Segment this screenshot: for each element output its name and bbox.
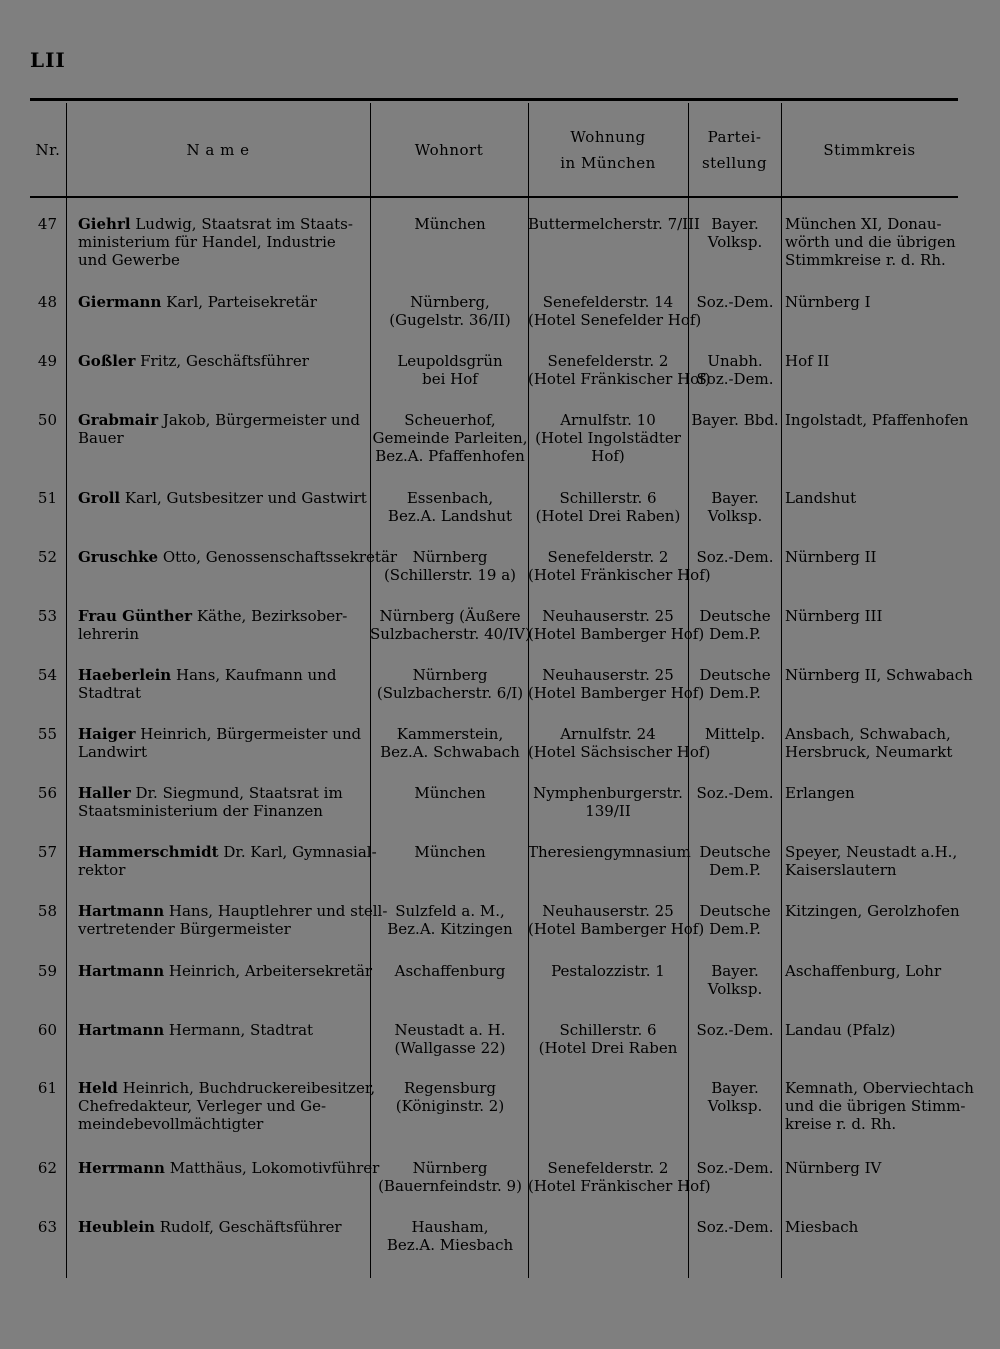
wohnort-line: Sulzfeld a. M.,	[395, 902, 505, 920]
header-wohnung	[528, 103, 688, 196]
member-name	[78, 607, 360, 643]
wohnung-line: Senefelderstr. 2	[547, 1159, 669, 1177]
wohnung-line: Neuhauserstr. 25	[542, 902, 674, 920]
wohnort-line: Scheuerhof,	[404, 411, 496, 429]
wohnort-cell	[370, 1159, 530, 1195]
row-number: 54	[37, 666, 57, 684]
wohnung-line: Theresiengymnasium	[528, 843, 691, 861]
stimmkreis-line: wörth und die übrigen	[785, 233, 956, 251]
wohnung-line: Schillerstr. 6	[559, 1021, 657, 1039]
name-line: Gruschke Otto, Genossenschaftssekretär	[78, 548, 398, 566]
partei-line: Soz.-Dem.	[696, 1021, 774, 1039]
partei-line: Deutsche	[699, 843, 771, 861]
wohnort-cell	[370, 352, 530, 388]
wohnort-line: bei Hof	[422, 370, 478, 388]
stimmkreis-cell	[785, 962, 965, 980]
wohnung-line: Buttermelcherstr. 7/III	[528, 215, 700, 233]
wohnung-line: Senefelderstr. 14	[542, 293, 674, 311]
wohnung-cell	[528, 666, 705, 702]
stimmkreis-cell	[785, 1159, 965, 1177]
wohnort-line: Nürnberg	[412, 548, 488, 566]
name-line: Giehrl Ludwig, Staatsrat im Staats-	[78, 215, 353, 233]
partei-line: Volksp.	[707, 1097, 763, 1115]
partei-cell	[688, 843, 782, 879]
wohnort-line: Nürnberg	[412, 666, 488, 684]
member-surname: Hartmann	[78, 1021, 165, 1039]
wohnung-line: Senefelderstr. 2	[547, 352, 669, 370]
header-name-label: N a m e	[186, 140, 250, 159]
row-number: 60	[37, 1021, 57, 1039]
partei-line: Deutsche	[699, 902, 771, 920]
partei-cell	[688, 1159, 782, 1177]
partei-line: Soz.-Dem.	[696, 784, 774, 802]
stimmkreis-cell	[785, 352, 965, 370]
wohnung-cell	[528, 902, 705, 938]
name-line: meindebevollmächtigter	[78, 1115, 264, 1133]
name-line: Heublein Rudolf, Geschäftsführer	[78, 1218, 342, 1236]
row-number: 56	[37, 784, 57, 802]
partei-line: Deutsche	[699, 666, 771, 684]
partei-cell	[688, 902, 782, 938]
row-number: 50	[37, 411, 57, 429]
partei-cell	[688, 489, 782, 525]
member-surname: Goßler	[78, 352, 136, 370]
wohnort-line: Bez.A. Kitzingen	[387, 920, 513, 938]
stimmkreis-line: Nürnberg III	[785, 607, 883, 625]
wohnort-cell	[370, 843, 530, 861]
wohnort-line: Kammerstein,	[396, 725, 504, 743]
partei-line: Soz.-Dem.	[696, 1218, 774, 1236]
member-surname: Haiger	[78, 725, 136, 743]
page-number: LII	[30, 48, 66, 72]
member-surname: Groll	[78, 489, 121, 507]
stimmkreis-line: Aschaffenburg, Lohr	[785, 962, 942, 980]
partei-cell	[688, 215, 782, 251]
wohnung-line: 139/II	[585, 802, 631, 820]
member-surname: Grabmair	[78, 411, 159, 429]
wohnort-cell	[370, 1021, 530, 1057]
wohnort-line: Essenbach,	[406, 489, 494, 507]
wohnort-cell	[370, 489, 530, 525]
name-line: Hartmann Hermann, Stadtrat	[78, 1021, 314, 1039]
wohnort-cell	[370, 548, 530, 584]
row-number: 53	[37, 607, 57, 625]
wohnung-cell	[528, 1159, 711, 1195]
partei-line: Soz.-Dem.	[696, 548, 774, 566]
member-surname: Hartmann	[78, 902, 165, 920]
wohnung-line: (Hotel Fränkischer Hof)	[528, 370, 711, 388]
partei-line: Bayer.	[711, 962, 759, 980]
stimmkreis-cell	[785, 666, 973, 684]
partei-line: Dem.P.	[709, 625, 761, 643]
stimmkreis-line: München XI, Donau-	[785, 215, 942, 233]
wohnort-cell	[370, 215, 530, 233]
wohnung-line: (Hotel Bamberger Hof)	[528, 920, 705, 938]
partei-cell	[688, 293, 782, 311]
stimmkreis-line: Landau (Pfalz)	[785, 1021, 896, 1039]
member-name	[78, 1079, 376, 1133]
partei-cell	[688, 411, 782, 429]
wohnung-cell	[528, 352, 711, 388]
member-surname: Hammerschmidt	[78, 843, 219, 861]
wohnung-line: (Hotel Bamberger Hof)	[528, 684, 705, 702]
member-name	[78, 962, 373, 980]
wohnort-cell	[370, 607, 530, 643]
stimmkreis-line: Nürnberg II	[785, 548, 877, 566]
name-line: Chefredakteur, Verleger und Ge-	[78, 1097, 327, 1115]
stimmkreis-line: Kemnath, Oberviechtach	[785, 1079, 974, 1097]
wohnort-cell	[370, 962, 530, 980]
wohnort-line: Bez.A. Schwabach	[380, 743, 520, 761]
partei-line: Volksp.	[707, 507, 763, 525]
wohnort-cell	[370, 293, 530, 329]
member-name	[78, 489, 367, 507]
wohnung-line: (Hotel Sächsischer Hof)	[528, 743, 711, 761]
wohnort-cell	[370, 902, 530, 938]
member-name	[78, 293, 360, 311]
member-surname: Held	[78, 1079, 118, 1097]
name-line: Hammerschmidt Dr. Karl, Gymnasial-	[78, 843, 377, 861]
stimmkreis-cell	[785, 548, 965, 566]
wohnort-cell	[370, 411, 530, 465]
member-name	[78, 1218, 360, 1236]
stimmkreis-line: kreise r. d. Rh.	[785, 1115, 897, 1133]
wohnort-line: Regensburg	[403, 1079, 497, 1097]
stimmkreis-line: Ingolstadt, Pfaffenhofen	[785, 411, 969, 429]
member-name	[78, 1159, 380, 1177]
member-surname: Giermann	[78, 293, 162, 311]
wohnung-line: Arnulfstr. 24	[560, 725, 656, 743]
header-wohnung-line: in München	[560, 153, 656, 172]
stimmkreis-line: Speyer, Neustadt a.H.,	[785, 843, 958, 861]
row-number: 49	[37, 352, 57, 370]
wohnung-cell	[528, 962, 688, 980]
partei-line: Bayer.	[711, 489, 759, 507]
member-surname: Heublein	[78, 1218, 155, 1236]
partei-line: Volksp.	[707, 233, 763, 251]
name-line: Hartmann Hans, Hauptlehrer und stell-	[78, 902, 388, 920]
wohnort-line: Gemeinde Parleiten,	[372, 429, 528, 447]
header-rule	[30, 196, 958, 198]
partei-line: Soz.-Dem.	[696, 293, 774, 311]
partei-cell	[688, 666, 782, 702]
wohnung-cell	[528, 607, 705, 643]
wohnort-line: Hausham,	[411, 1218, 489, 1236]
wohnort-cell	[370, 666, 530, 702]
name-line: vertretender Bürgermeister	[78, 920, 291, 938]
name-line: Staatsministerium der Finanzen	[78, 802, 323, 820]
wohnung-cell	[528, 215, 700, 233]
wohnung-line: (Hotel Drei Raben)	[535, 507, 681, 525]
header-stimmkreis-label: Stimmkreis	[823, 140, 916, 159]
header-name	[66, 103, 370, 196]
stimmkreis-line: Miesbach	[785, 1218, 859, 1236]
partei-line: Dem.P.	[709, 861, 761, 879]
name-line: Landwirt	[78, 743, 148, 761]
member-name	[78, 411, 360, 447]
member-name	[78, 725, 360, 761]
wohnort-line: München	[414, 215, 486, 233]
row-number: 59	[37, 962, 57, 980]
wohnung-line: Hof)	[591, 447, 625, 465]
wohnort-line: Nürnberg	[412, 1159, 488, 1177]
member-surname: Gruschke	[78, 548, 159, 566]
stimmkreis-cell	[785, 411, 969, 429]
row-number: 58	[37, 902, 57, 920]
stimmkreis-line: Nürnberg I	[785, 293, 871, 311]
stimmkreis-cell	[785, 1218, 965, 1236]
wohnung-line: Arnulfstr. 10	[560, 411, 656, 429]
wohnort-cell	[370, 784, 530, 802]
row-number: 61	[37, 1079, 57, 1097]
stimmkreis-line: Hersbruck, Neumarkt	[785, 743, 953, 761]
member-surname: Herrmann	[78, 1159, 165, 1177]
member-name	[78, 1021, 360, 1039]
stimmkreis-line: Landshut	[785, 489, 857, 507]
stimmkreis-line: Kaiserslautern	[785, 861, 897, 879]
member-name	[78, 843, 377, 879]
stimmkreis-line: Nürnberg IV	[785, 1159, 882, 1177]
wohnort-cell	[370, 1079, 530, 1115]
wohnung-cell	[528, 784, 688, 820]
partei-cell	[688, 607, 782, 643]
wohnort-line: (Schillerstr. 19 a)	[383, 566, 517, 584]
row-number: 57	[37, 843, 57, 861]
header-stimmkreis	[781, 103, 958, 196]
wohnung-line: Senefelderstr. 2	[547, 548, 669, 566]
wohnung-line: Schillerstr. 6	[559, 489, 657, 507]
stimmkreis-line: und die übrigen Stimm-	[785, 1097, 966, 1115]
header-partei	[688, 103, 781, 196]
wohnort-line: Bez.A. Pfaffenhofen	[375, 447, 525, 465]
member-surname: Giehrl	[78, 215, 131, 233]
wohnort-line: (Wallgasse 22)	[394, 1039, 506, 1057]
row-number: 47	[37, 215, 57, 233]
wohnung-line: Pestalozzistr. 1	[551, 962, 665, 980]
stimmkreis-line: Hof II	[785, 352, 830, 370]
member-name	[78, 548, 398, 566]
member-name	[78, 784, 360, 820]
wohnung-line: (Hotel Drei Raben	[538, 1039, 678, 1057]
row-number: 63	[37, 1218, 57, 1236]
header-nr-label: Nr.	[35, 140, 61, 159]
wohnung-line: Neuhauserstr. 25	[542, 607, 674, 625]
wohnung-cell	[528, 489, 688, 525]
stimmkreis-cell	[785, 843, 965, 879]
partei-line: Volksp.	[707, 980, 763, 998]
wohnort-line: Neustadt a. H.	[394, 1021, 506, 1039]
wohnort-line: (Gugelstr. 36/II)	[389, 311, 511, 329]
name-line: rektor	[78, 861, 126, 879]
header-wohnort	[370, 103, 528, 196]
member-surname: Hartmann	[78, 962, 165, 980]
row-number: 55	[37, 725, 57, 743]
partei-cell	[688, 1021, 782, 1039]
name-line: Herrmann Matthäus, Lokomotivführer	[78, 1159, 380, 1177]
top-rule	[30, 98, 958, 101]
member-name	[78, 352, 360, 370]
partei-line: Dem.P.	[709, 684, 761, 702]
name-line: ministerium für Handel, Industrie	[78, 233, 336, 251]
column-divider	[66, 103, 67, 1278]
wohnung-line: (Hotel Fränkischer Hof)	[528, 1177, 711, 1195]
wohnort-line: Leupoldsgrün	[397, 352, 503, 370]
stimmkreis-cell	[785, 725, 965, 761]
member-surname: Haeberlein	[78, 666, 172, 684]
member-name	[78, 215, 360, 269]
partei-cell	[688, 1079, 782, 1115]
wohnung-cell	[528, 1021, 688, 1057]
wohnort-line: (Sulzbacherstr. 6/I)	[376, 684, 524, 702]
wohnung-line: Neuhauserstr. 25	[542, 666, 674, 684]
row-number: 52	[37, 548, 57, 566]
wohnung-cell	[528, 548, 711, 584]
wohnort-cell	[370, 1218, 530, 1254]
partei-cell	[688, 548, 782, 566]
wohnort-line: Nürnberg (Äußere	[379, 607, 521, 625]
wohnung-cell	[528, 293, 702, 329]
name-line: Groll Karl, Gutsbesitzer und Gastwirt	[78, 489, 367, 507]
row-number: 62	[37, 1159, 57, 1177]
wohnung-line: (Hotel Senefelder Hof)	[528, 311, 702, 329]
name-line: und Gewerbe	[78, 251, 180, 269]
member-name	[78, 666, 360, 702]
wohnung-line: Nymphenburgerstr.	[533, 784, 683, 802]
name-line: Hartmann Heinrich, Arbeitersekretär	[78, 962, 373, 980]
partei-cell	[688, 1218, 782, 1236]
header-wohnort-label: Wohnort	[414, 140, 484, 159]
name-line: Grabmair Jakob, Bürgermeister und	[78, 411, 360, 429]
wohnort-line: Bez.A. Landshut	[387, 507, 513, 525]
stimmkreis-cell	[785, 489, 965, 507]
partei-line: Soz.-Dem.	[696, 1159, 774, 1177]
partei-cell	[688, 962, 782, 998]
wohnort-line: Nürnberg,	[410, 293, 490, 311]
header-partei-line: Partei-	[707, 127, 762, 146]
wohnung-line: (Hotel Fränkischer Hof)	[528, 566, 711, 584]
name-line: Haeberlein Hans, Kaufmann und	[78, 666, 337, 684]
wohnort-line: München	[414, 784, 486, 802]
header-nr	[30, 103, 66, 196]
partei-line: Bayer.	[711, 215, 759, 233]
wohnung-cell	[528, 843, 691, 861]
stimmkreis-cell	[785, 215, 965, 269]
stimmkreis-line: Erlangen	[785, 784, 855, 802]
wohnort-line: (Königinstr. 2)	[395, 1097, 505, 1115]
partei-line: Bayer.	[711, 1079, 759, 1097]
wohnung-line: (Hotel Ingolstädter	[535, 429, 681, 447]
partei-cell	[688, 725, 782, 743]
wohnort-line: München	[414, 843, 486, 861]
name-line: Giermann Karl, Parteisekretär	[78, 293, 317, 311]
name-line: Stadtrat	[78, 684, 142, 702]
stimmkreis-cell	[785, 1021, 965, 1039]
stimmkreis-line: Ansbach, Schwabach,	[785, 725, 951, 743]
wohnung-line: (Hotel Bamberger Hof)	[528, 625, 705, 643]
partei-line: Dem.P.	[709, 920, 761, 938]
wohnort-line: Sulzbacherstr. 40/IV)	[370, 625, 531, 643]
name-line: Haller Dr. Siegmund, Staatsrat im	[78, 784, 343, 802]
wohnung-cell	[528, 411, 688, 465]
member-name	[78, 902, 388, 938]
stimmkreis-cell	[785, 293, 965, 311]
row-number: 51	[37, 489, 57, 507]
name-line: lehrerin	[78, 625, 140, 643]
partei-line: Soz.-Dem.	[696, 370, 774, 388]
row-number: 48	[37, 293, 57, 311]
header-wohnung-line: Wohnung	[570, 127, 646, 146]
name-line: Goßler Fritz, Geschäftsführer	[78, 352, 309, 370]
stimmkreis-line: Stimmkreise r. d. Rh.	[785, 251, 946, 269]
member-surname: Haller	[78, 784, 131, 802]
partei-cell	[688, 784, 782, 802]
header-partei-line: stellung	[701, 153, 768, 172]
wohnung-cell	[528, 725, 711, 761]
partei-cell	[688, 352, 782, 388]
name-line: Held Heinrich, Buchdruckereibesitzer,	[78, 1079, 376, 1097]
stimmkreis-cell	[785, 784, 965, 802]
stimmkreis-line: Nürnberg II, Schwabach	[785, 666, 973, 684]
partei-line: Unabh.	[707, 352, 763, 370]
stimmkreis-cell	[785, 1079, 974, 1133]
partei-line: Mittelp.	[704, 725, 766, 743]
stimmkreis-cell	[785, 607, 965, 625]
wohnort-line: (Bauernfeindstr. 9)	[378, 1177, 522, 1195]
partei-line: Bayer. Bbd.	[691, 411, 779, 429]
name-line: Bauer	[78, 429, 124, 447]
wohnort-line: Aschaffenburg	[394, 962, 506, 980]
wohnort-cell	[370, 725, 530, 761]
name-line: Haiger Heinrich, Bürgermeister und	[78, 725, 362, 743]
stimmkreis-cell	[785, 902, 965, 920]
stimmkreis-line: Kitzingen, Gerolzhofen	[785, 902, 960, 920]
partei-line: Deutsche	[699, 607, 771, 625]
wohnort-line: Bez.A. Miesbach	[386, 1236, 514, 1254]
name-line: Frau Günther Käthe, Bezirksober-	[78, 607, 348, 625]
member-surname: Frau Günther	[78, 607, 193, 625]
